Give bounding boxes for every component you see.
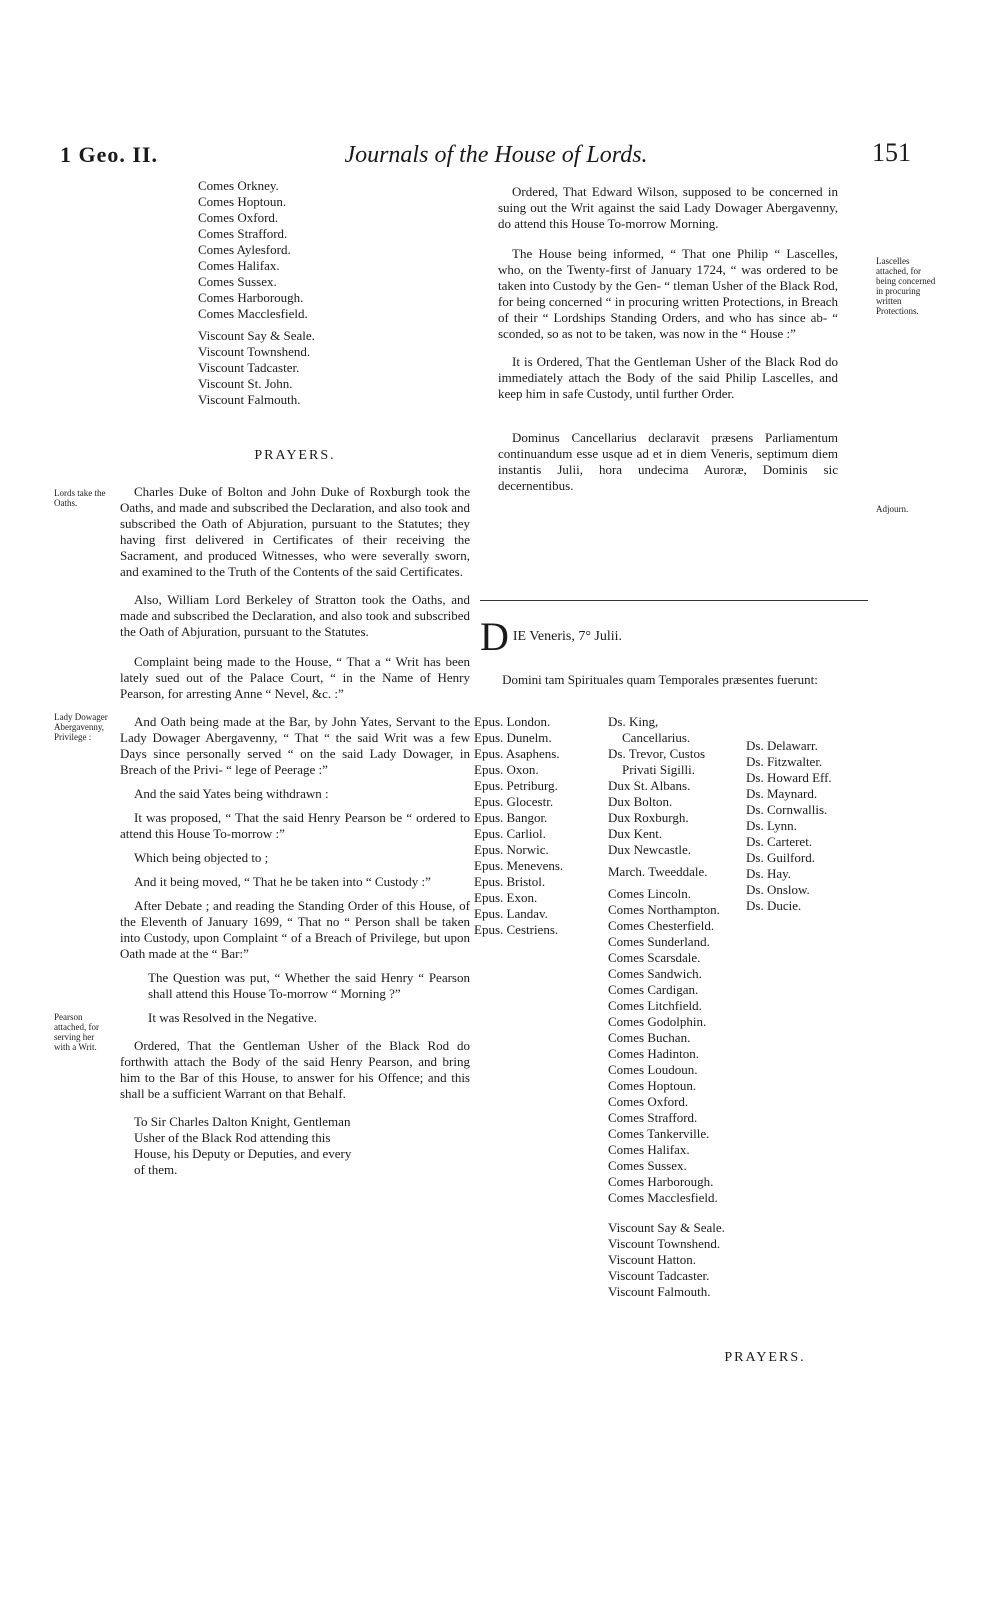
- debate-paragraph: After Debate ; and reading the Standing Order of this House, of the Eleventh of January 1699, “ That no “ Person shall be taken into Custody, upon Complaint “ of a Breach of Privilege, but upon Oath made at the “ Bar:”: [120, 898, 470, 961]
- peer-entry: Dux Newcastle.: [608, 842, 692, 857]
- margin-note-pearson-attached: Pearson attached, for serving her with a Writ.: [54, 1012, 99, 1052]
- baron-entry: Ds. Onslow.: [746, 882, 810, 897]
- barons-list: [746, 738, 876, 914]
- bishops-list: [474, 714, 604, 938]
- viscount-entry: Viscount Say & Seale.: [608, 1220, 725, 1235]
- peer-entry: Comes Harborough.: [198, 290, 304, 305]
- left-body: [120, 484, 470, 1178]
- peer-entry: Comes Halifax.: [198, 258, 280, 273]
- peer-entry: Dux Kent.: [608, 826, 663, 841]
- right-body: [498, 184, 838, 494]
- peer-entry: Comes Cardigan.: [608, 982, 699, 997]
- attendance-heading: Domini tam Spirituales quam Temporales præsentes fuerunt:: [502, 672, 818, 687]
- bishop-entry: Epus. Landav.: [474, 906, 548, 921]
- bishop-entry: Epus. Asaphens.: [474, 746, 560, 761]
- question-paragraph: The Question was put, “ Whether the said Henry “ Pearson shall attend this House To-morrow “ Morning ?”: [148, 970, 470, 1001]
- bishop-entry: Epus. Bangor.: [474, 810, 548, 825]
- left-peers-list: [198, 178, 458, 408]
- peer-entry: Comes Aylesford.: [198, 242, 291, 257]
- page-number: 151: [872, 138, 911, 167]
- peer-entry: Comes Hoptoun.: [198, 194, 287, 209]
- berkeley-paragraph: Also, William Lord Berkeley of Stratton took the Oaths, and made and subscribed the Declaration, and also took and subscribed the Oath of Abjuration, pursuant to the Statutes.: [120, 592, 470, 639]
- peer-entry: Comes Macclesfield.: [608, 1190, 718, 1205]
- baron-entry: Ds. Cornwallis.: [746, 802, 828, 817]
- peer-entry: Comes Hadinton.: [608, 1046, 699, 1061]
- bishop-entry: Epus. Menevens.: [474, 858, 564, 873]
- bishop-entry: Epus. Exon.: [474, 890, 538, 905]
- drop-cap: D: [480, 614, 509, 659]
- complaint-paragraph: Complaint being made to the House, “ That a “ Writ has been lately sued out of the Palace Court, “ in the Name of Henry Pearson, for arresting Anne “ Nevel, &c. :”: [120, 654, 470, 701]
- oaths-paragraph: Charles Duke of Bolton and John Duke of Roxburgh took the Oaths, and made and subscribed the Declaration, and also took and subscribed the Oath of Abjuration, pursuant to the Statutes; they having first delivered in Certificates of their receiving the Sacrament, and produced Witnesses, who were severally sworn, and examined to the Truth of the Contents of the said Certificates.: [120, 484, 470, 579]
- peer-entry: Comes Lincoln.: [608, 886, 692, 901]
- viscount-entry: Viscount Falmouth.: [608, 1284, 711, 1299]
- baron-entry: Ds. Guilford.: [746, 850, 815, 865]
- baron-entry: Ds. Delawarr.: [746, 738, 818, 753]
- peer-entry: Comes Chesterfield.: [608, 918, 715, 933]
- peer-entry: Comes Buchan.: [608, 1030, 691, 1045]
- prayers-heading-2: PRAYERS.: [724, 1350, 806, 1365]
- peer-entry: Ds. King,: [608, 714, 659, 729]
- ordered-paragraph: Ordered, That the Gentleman Usher of the Black Rod do forthwith attach the Body of the said Henry Pearson, and bring him to the Bar of this House, to answer for his Offence; and this shall be a sufficient Warrant on that Behalf.: [120, 1038, 470, 1101]
- margin-note-lady-dowager: Lady Dowager Abergavenny, Privilege :: [54, 712, 108, 742]
- viscount-entry: Viscount Falmouth.: [198, 392, 301, 407]
- ordered-wilson-paragraph: Ordered, That Edward Wilson, supposed to be concerned in suing out the Writ against the said Lady Dowager Abergavenny, do attend this House To-morrow Morning.: [498, 184, 838, 231]
- baron-entry: Ds. Hay.: [746, 866, 792, 881]
- viscount-entry: Viscount Townshend.: [608, 1236, 721, 1251]
- peer-entry: Cancellarius.: [622, 730, 691, 745]
- peer-entry: Comes Strafford.: [608, 1110, 698, 1125]
- running-head-title: Journals of the House of Lords.: [344, 142, 648, 168]
- viscount-entry: Viscount Say & Seale.: [198, 328, 315, 343]
- peer-entry: Comes Hoptoun.: [608, 1078, 697, 1093]
- proposed-paragraph: It was proposed, “ That the said Henry Pearson be “ ordered to attend this House To-morrow :”: [120, 810, 470, 841]
- withdrawn-line: And the said Yates being withdrawn :: [134, 786, 329, 801]
- oath-at-bar-paragraph: And Oath being made at the Bar, by John Yates, Servant to the Lady Dowager Abergavenny, “ That “ the said Writ was a few Days since personally served “ on the said Lady Dowager, in Breach of the Privi- “ lege of Peerage :”: [120, 714, 470, 777]
- peer-entry: Privati Sigilli.: [622, 762, 695, 777]
- peer-entry: Dux Bolton.: [608, 794, 673, 809]
- day-heading: [480, 614, 868, 659]
- peer-entry: Comes Sussex.: [608, 1158, 687, 1173]
- adjournment-paragraph: Dominus Cancellarius declaravit præsens Parliamentum continuandum esse usque ad et in diem Veneris, septimum diem instantis Julii, hora undecima Auroræ, Dominis sic decernentibus.: [498, 430, 838, 493]
- bishop-entry: Epus. Norwic.: [474, 842, 549, 857]
- viscount-entry: Viscount Tadcaster.: [608, 1268, 710, 1283]
- peer-entry: Comes Scarsdale.: [608, 950, 701, 965]
- day-date: IE Veneris, 7° Julii.: [512, 629, 623, 644]
- running-head-regnal-year: 1 Geo. II.: [60, 142, 158, 167]
- baron-entry: Ds. Lynn.: [746, 818, 797, 833]
- margin-note-adjourn: Adjourn.: [876, 504, 909, 514]
- viscount-entry: Viscount St. John.: [198, 376, 293, 391]
- viscount-entry: Viscount Hatton.: [608, 1252, 697, 1267]
- warrant-address: To Sir Charles Dalton Knight, Gentleman Usher of the Black Rod attending this House, his Deputy or Deputies, and every of them.: [134, 1114, 352, 1177]
- baron-entry: Ds. Maynard.: [746, 786, 818, 801]
- baron-entry: Ds. Howard Eff.: [746, 770, 832, 785]
- peer-entry: Comes Sussex.: [198, 274, 277, 289]
- peer-entry: Comes Oxford.: [198, 210, 279, 225]
- peer-entry: Comes Sunderland.: [608, 934, 710, 949]
- peer-entry: Comes Loudoun.: [608, 1062, 698, 1077]
- baron-entry: Ds. Ducie.: [746, 898, 802, 913]
- peer-entry: Dux Roxburgh.: [608, 810, 689, 825]
- peer-entry: Comes Northampton.: [608, 902, 720, 917]
- peer-entry: Comes Tankerville.: [608, 1126, 710, 1141]
- peer-entry: Comes Harborough.: [608, 1174, 714, 1189]
- bishop-entry: Epus. Bristol.: [474, 874, 546, 889]
- viscount-entry: Viscount Tadcaster.: [198, 360, 300, 375]
- margin-note-lascelles: Lascelles attached, for being concerned in procuring written Protections.: [876, 256, 936, 316]
- baron-entry: Ds. Carteret.: [746, 834, 813, 849]
- peer-entry: Comes Godolphin.: [608, 1014, 707, 1029]
- prayers-heading: PRAYERS.: [254, 448, 336, 463]
- peer-entry: Dux St. Albans.: [608, 778, 691, 793]
- peer-entry: Comes Macclesfield.: [198, 306, 308, 321]
- peer-entry: Comes Halifax.: [608, 1142, 690, 1157]
- moved-paragraph: And it being moved, “ That he be taken into “ Custody :”: [134, 874, 431, 889]
- baron-entry: Ds. Fitzwalter.: [746, 754, 823, 769]
- peer-entry: March. Tweeddale.: [608, 864, 708, 879]
- bishop-entry: Epus. Glocestr.: [474, 794, 554, 809]
- bishop-entry: Epus. Oxon.: [474, 762, 539, 777]
- margin-note-lords-take-oaths: Lords take the Oaths.: [54, 488, 106, 508]
- peer-entry: Comes Strafford.: [198, 226, 288, 241]
- resolved-line: It was Resolved in the Negative.: [148, 1010, 317, 1025]
- ordered-attach-paragraph: It is Ordered, That the Gentleman Usher of the Black Rod do immediately attach the Body of the said Philip Lascelles, and keep him in safe Custody, until further Order.: [498, 354, 838, 401]
- objected-line: Which being objected to ;: [134, 850, 269, 865]
- bishop-entry: Epus. Cestriens.: [474, 922, 559, 937]
- bishop-entry: Epus. Petriburg.: [474, 778, 558, 793]
- peer-entry: Comes Orkney.: [198, 178, 279, 193]
- peer-entry: Comes Litchfield.: [608, 998, 702, 1013]
- peer-entry: Ds. Trevor, Custos: [608, 746, 706, 761]
- bishop-entry: Epus. London.: [474, 714, 551, 729]
- informed-paragraph: The House being informed, “ That one Philip “ Lascelles, who, on the Twenty-first of January 1724, “ was ordered to be taken into Custody by the Gen- “ tleman Usher of the Black Rod, for being concerned “ in procuring written Protections, in Breach of their “ Lordships Standing Orders, and who has since ab- “ sconded, so as not to be taken, was now in the “ House :”: [498, 246, 838, 341]
- lords-temporal-list: [608, 714, 748, 1300]
- section-divider: [480, 600, 868, 601]
- viscount-entry: Viscount Townshend.: [198, 344, 311, 359]
- bishop-entry: Epus. Dunelm.: [474, 730, 552, 745]
- peer-entry: Comes Oxford.: [608, 1094, 689, 1109]
- peer-entry: Comes Sandwich.: [608, 966, 702, 981]
- bishop-entry: Epus. Carliol.: [474, 826, 546, 841]
